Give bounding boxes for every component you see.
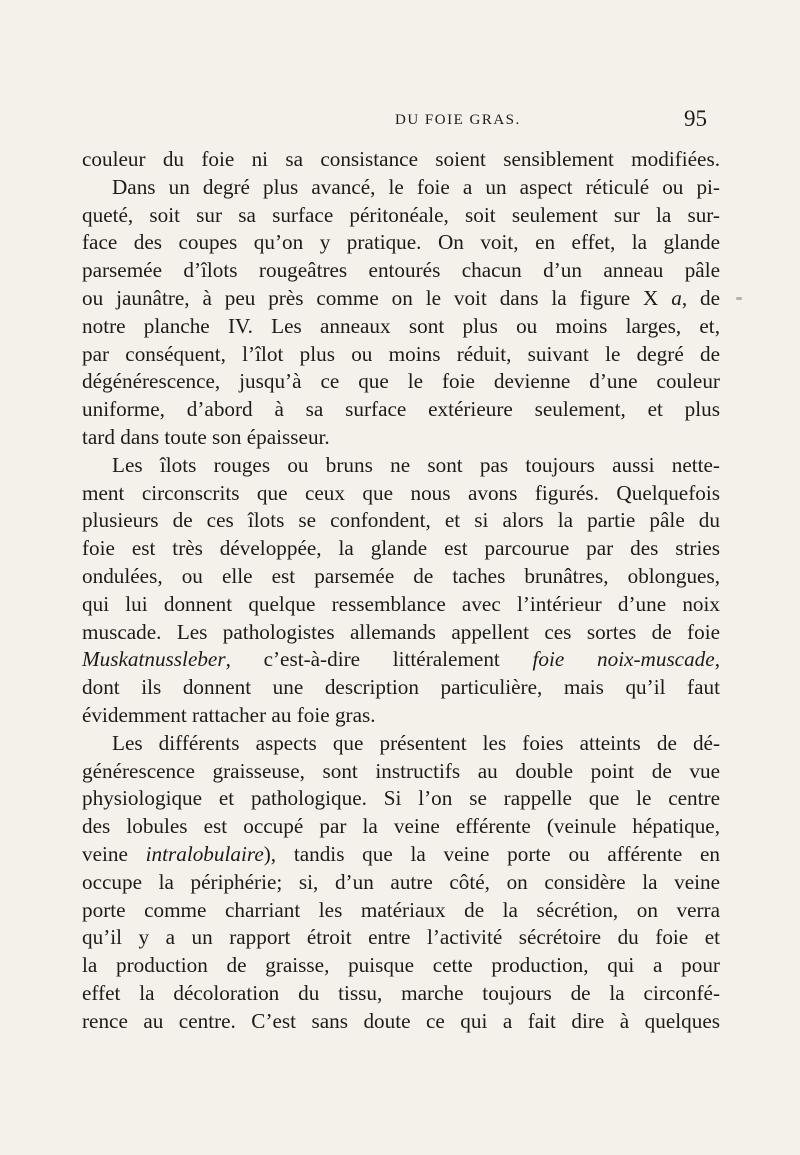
text-line: [82, 952, 720, 980]
text-segment: foie est très développée, la glande est parcourue par des stries: [82, 536, 720, 561]
text-segment: Dans un degré plus avancé, le foie a un aspect réticulé ou pi-: [112, 174, 720, 199]
italic-text: Muskatnussleber: [82, 647, 226, 672]
paper-speck: [736, 297, 742, 300]
text-line: [82, 229, 720, 257]
text-segment: dont ils donnent une description particulière, mais qu’il faut: [82, 675, 720, 700]
text-line: [82, 146, 720, 174]
text-segment: générescence graisseuse, sont instructifs au double point de vue: [82, 758, 720, 783]
text-line: [82, 619, 720, 647]
text-line: [82, 980, 720, 1008]
text-line: [82, 841, 720, 869]
text-segment: par conséquent, l’îlot plus ou moins réduit, suivant le degré de: [82, 341, 720, 366]
text-line: [82, 202, 720, 230]
text-line: [82, 646, 720, 674]
text-segment: rence au centre. C’est sans doute ce qui a fait dire à quelques: [82, 1008, 720, 1033]
running-header: [0, 106, 800, 134]
text-segment: qu’il y a un rapport étroit entre l’activité sécrétoire du foie et: [82, 925, 720, 950]
text-line: [82, 897, 720, 925]
text-line: [82, 257, 720, 285]
running-title: DU FOIE GRAS.: [395, 112, 521, 128]
text-segment: des lobules est occupé par la veine efférente (veinule hépatique,: [82, 814, 720, 839]
text-segment: couleur du foie ni sa consistance soient sensiblement modifiées.: [82, 147, 720, 171]
text-segment: ,: [714, 647, 720, 672]
text-line: [82, 535, 720, 563]
text-segment: évidemment rattacher au foie gras.: [82, 702, 376, 727]
page-number: 95: [684, 106, 707, 131]
text-segment: plusieurs de ces îlots se confondent, et si alors la partie pâle du: [82, 508, 720, 533]
body-text: [82, 146, 720, 1036]
text-segment: occupe la périphérie; si, d’un autre côté, on considère la veine: [82, 869, 720, 894]
text-segment: Les différents aspects que présentent les foies atteints de dé-: [112, 730, 720, 755]
text-segment: effet la décoloration du tissu, marche toujours de la circonfé-: [82, 980, 720, 1005]
text-segment: la production de graisse, puisque cette production, qui a pour: [82, 953, 720, 978]
text-segment: parsemée d’îlots rougeâtres entourés chacun d’un anneau pâle: [82, 258, 720, 283]
text-segment: dégénérescence, jusqu’à ce que le foie devienne d’une couleur: [82, 369, 720, 394]
text-segment: ment circonscrits que ceux que nous avons figurés. Quelquefois: [82, 480, 720, 505]
text-segment: , c’est-à-dire littéralement: [225, 647, 533, 672]
text-line: [82, 368, 720, 396]
text-line: [82, 480, 720, 508]
text-segment: ou jaunâtre, à peu près comme on le voit dans la figure X: [82, 285, 672, 310]
text-line: [82, 452, 720, 480]
text-segment: ), tandis que la veine porte ou afférente en: [263, 841, 720, 866]
text-line: [82, 730, 720, 758]
text-segment: porte comme charriant les matériaux de la sécrétion, on verra: [82, 897, 720, 922]
text-line: [82, 424, 720, 452]
text-line: [82, 702, 720, 730]
text-line: [82, 396, 720, 424]
text-segment: ondulées, ou elle est parsemée de taches brunâtres, oblongues,: [82, 563, 720, 588]
text-line: [82, 924, 720, 952]
text-segment: queté, soit sur sa surface péritonéale, soit seulement sur la sur-: [82, 202, 720, 227]
text-line: [82, 591, 720, 619]
text-segment: face des coupes qu’on y pratique. On voit, en effet, la glande: [82, 230, 720, 255]
text-line: [82, 758, 720, 786]
text-line: [82, 813, 720, 841]
italic-text: intralobulaire: [145, 841, 264, 866]
text-segment: veine: [82, 841, 146, 866]
italic-text: foie noix-muscade: [532, 647, 715, 672]
text-segment: , de: [681, 285, 720, 310]
text-line: [82, 507, 720, 535]
text-segment: muscade. Les pathologistes allemands appellent ces sortes de foie: [82, 619, 720, 644]
text-line: [82, 563, 720, 591]
text-line: [82, 674, 720, 702]
text-segment: notre planche IV. Les anneaux sont plus ou moins larges, et,: [82, 313, 720, 338]
text-line: [82, 869, 720, 897]
text-segment: physiologique et pathologique. Si l’on se rappelle que le centre: [82, 786, 720, 811]
text-segment: qui lui donnent quelque ressemblance avec l’intérieur d’une noix: [82, 591, 720, 616]
text-line: [82, 285, 720, 313]
text-line: [82, 313, 720, 341]
text-segment: tard dans toute son épaisseur.: [82, 424, 330, 449]
text-line: [82, 1008, 720, 1036]
text-line: [82, 341, 720, 369]
text-line: [82, 785, 720, 813]
text-segment: Les îlots rouges ou bruns ne sont pas toujours aussi nette-: [112, 452, 720, 477]
text-line: [82, 174, 720, 202]
italic-text: a: [671, 285, 682, 310]
text-segment: uniforme, d’abord à sa surface extérieure seulement, et plus: [82, 397, 720, 422]
